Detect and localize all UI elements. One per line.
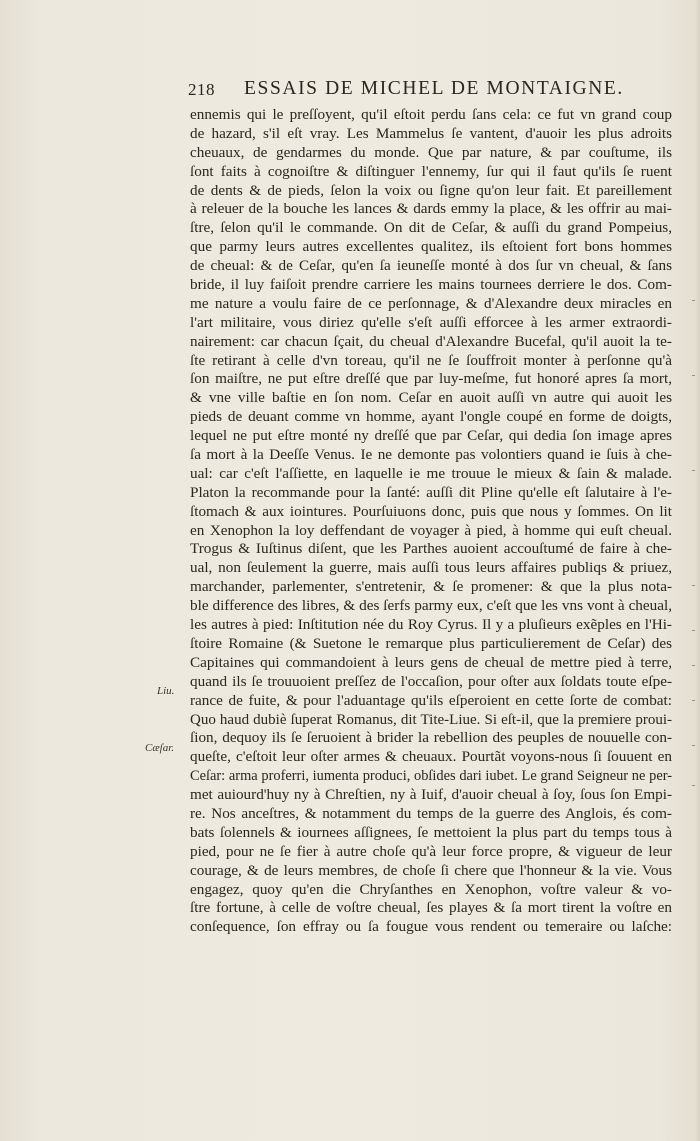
text-line: de hazard, s'il eſt vray. Les Mammelus ſe vantent, d'auoir les plus adroits xyxy=(190,124,672,142)
text-line: conſequence, ſon effray ou ſa fougue vous rendent ou temeraire ou laſche: xyxy=(190,918,672,936)
text-line: ennemis qui le preſſoyent, qu'il eſtoit perdu ſans cela: ce fut vn grand coup xyxy=(190,106,672,123)
margin-note-liu: Liu. xyxy=(157,685,175,697)
margin-mark xyxy=(692,375,695,376)
text-line: ſon maiſtre, ne put eſtre dreſſé que par luy-meſme, fut honoré apres ſa mort, xyxy=(190,370,672,388)
text-line: ual: car c'eſt l'aſſiette, en laquelle ie me trouue le mieux & ſain & malade. xyxy=(190,464,672,482)
body-text xyxy=(190,106,672,937)
text-line: quand ils ſe trouuoient preſſez de l'occaſion, pour oſter aux ſoldats toute eſpe- xyxy=(190,672,672,690)
text-line: les autres à pied: Inſtitution née du Roy Cyrus. Il y a pluſieurs exẽples en l'Hi- xyxy=(190,616,672,634)
text-line: pieds de deuant comme vn homme, ayant l'ongle coupé en forme de doigts, xyxy=(190,408,672,426)
text-line: courage, & de leurs membres, de choſe ſi chere que l'honneur & la vie. Vous xyxy=(190,861,672,879)
text-line: l'art militaire, vous diriez qu'elle s'eſt auſſi efforcee à les armer extraordi- xyxy=(190,313,672,331)
text-line: met auiourd'huy ny à Chreſtien, ny à Iuif, d'auoir cheual à ſoy, ſous ſon Empi- xyxy=(190,786,672,804)
margin-mark xyxy=(692,470,695,471)
text-line: ſtre, ſelon qu'il le commande. On dit de Ceſar, & auſſi du grand Pompeius, xyxy=(190,219,672,237)
text-line: me nature a voulu faire de ce perſonnage, & d'Alexandre deux miracles en xyxy=(190,294,672,312)
text-line: à releuer de la bouche les lances & dards emmy la place, & les offrir au mai- xyxy=(190,200,672,218)
text-line: Quo haud dubiè ſuperat Romanus, dit Tite-Liue. Si eſt-il, que la premiere proui- xyxy=(190,711,672,728)
margin-mark xyxy=(692,700,695,701)
page-number: 218 xyxy=(188,80,215,99)
text-line: marchander, parlementer, s'entretenir, & ſe promener: & que la plus nota- xyxy=(190,578,672,596)
margin-mark xyxy=(692,665,695,666)
text-line: ble difference des libres, & des ſerfs parmy eux, c'eſt que les vns vont à cheual, xyxy=(190,597,672,615)
text-line: ſtomach & aux iointures. Pourſuiuons donc, puis que nous y ſommes. On lit xyxy=(190,502,672,520)
text-line: Ceſar: arma proferri, iumenta produci, obſides dari iubet. Le grand Seigneur ne per- xyxy=(190,768,672,785)
text-line: ſa mort à la Deeſſe Venus. Ie ne demonte pas volontiers quand ie ſuis à che- xyxy=(190,446,672,464)
text-line: queſte, c'eſtoit leur oſter armes & cheuaux. Pourtãt voyons-nous ſi ſouuent en xyxy=(190,748,672,766)
text-line: bride, il luy faiſoit prendre carriere les mains tournees derriere le dos. Com- xyxy=(190,276,672,294)
margin-note-caesar: Cæſar. xyxy=(145,742,175,754)
text-line: nairement: car chacun ſçait, du cheual d'Alexandre Bucefal, qu'il auoit la te- xyxy=(190,332,672,350)
text-line: Platon la recommande pour la ſanté: auſſi dit Pline qu'elle eſt ſalutaire à l'e- xyxy=(190,483,672,501)
running-title: ESSAIS DE MICHEL DE MONTAIGNE. xyxy=(244,78,624,99)
text-line: de dents & de pieds, ſelon la voix ou ſigne qu'on leur fait. Et pareillement xyxy=(190,181,672,199)
text-line: engagez, quoy qu'en die Chryſanthes en Xenophon, voſtre valeur & vo- xyxy=(190,880,672,898)
margin-mark xyxy=(692,785,695,786)
text-line: cheuaux, de gendarmes du monde. Que par nature, & par couſtume, ils xyxy=(190,143,672,161)
margin-mark xyxy=(692,300,695,301)
text-line: Capitaines qui commandoient à leurs gens de cheual de mettre pied à terre, xyxy=(190,653,672,671)
text-line: rance de fuite, & pour l'aduantage qu'ils eſperoient en cette ſorte de combat: xyxy=(190,691,672,709)
text-line: de cheual: & de Ceſar, qu'en ſa ieuneſſe monté à dos ſur vn cheual, & ſans xyxy=(190,257,672,275)
text-line: en Xenophon la loy deffendant de voyager à pied, à homme qui euſt cheual. xyxy=(190,521,672,539)
text-line: ſont faits à cognoiſtre & diſtinguer l'ennemy, ſur qui il faut qu'ils ſe ruent xyxy=(190,162,672,180)
text-line: ſte retirant à celle d'vn toreau, qu'il ne ſe ſouffroit monter à perſonne qu'à xyxy=(190,351,672,369)
text-line: ſion, dequoy ils ſe ſeruoient à brider la rebellion des peuples de nouuelle con- xyxy=(190,729,672,747)
margin-mark xyxy=(692,585,695,586)
text-line: & vne ville baſtie en ſon nom. Ceſar en auoit auſſi vn autre qui auoit les xyxy=(190,389,672,407)
text-line: ual, non ſeulement la guerre, mais auſſi tous leurs affaires publiqs & priuez, xyxy=(190,559,672,577)
page-header xyxy=(188,78,658,104)
text-line: ſtoire Romaine (& Suetone le remarque plus particulierement de Ceſar) des xyxy=(190,634,672,652)
text-line: ſtre fortune, à celle de voſtre cheual, ſes playes & ſa mort tirent la voſtre en xyxy=(190,899,672,917)
text-line: que parmy leurs autres excellentes qualitez, ils eſtoient fort bons hommes xyxy=(190,238,672,256)
text-line: pied, pour ne ſe fier à autre choſe qu'à leur force propre, & vigueur de leur xyxy=(190,842,672,860)
margin-mark xyxy=(692,745,695,746)
text-line: lequel ne put eſtre monté ny dreſſé que par Ceſar, qui dedia ſon image apres xyxy=(190,427,672,445)
text-line: re. Nos anceſtres, & notamment du temps de la guerre des Anglois, és com- xyxy=(190,804,672,822)
margin-mark xyxy=(692,630,695,631)
page-edge xyxy=(694,0,700,1141)
text-line: bats ſolennels & iournees aſſignees, ſe mettoient la plus part du temps tous à xyxy=(190,823,672,841)
text-line: Trogus & Iuſtinus diſent, que les Parthes auoient accouſtumé de faire à che- xyxy=(190,540,672,558)
